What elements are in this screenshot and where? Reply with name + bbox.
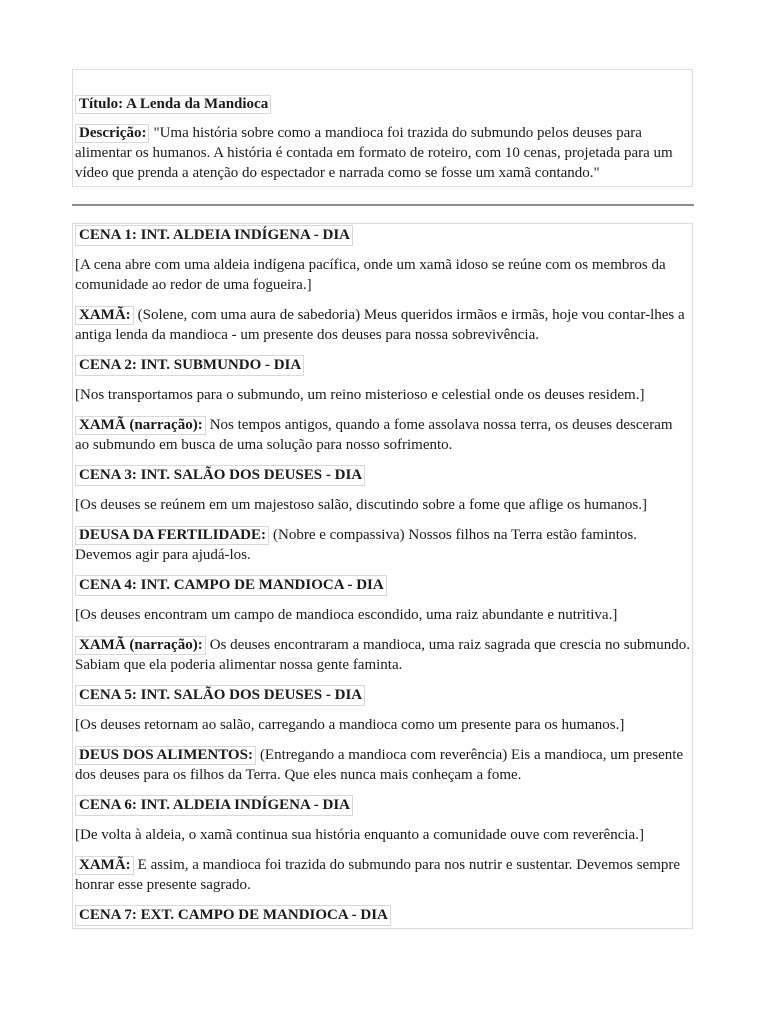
script-block xyxy=(72,223,693,929)
speaker-label: XAMÃ (narração): xyxy=(75,636,206,655)
dialogue xyxy=(75,855,690,895)
scene-action: [Os deuses retornam ao salão, carregando a mandioca como um presente para os humanos.] xyxy=(75,717,625,733)
scene-heading-row xyxy=(75,795,690,816)
scene-action: [De volta à aldeia, o xamã continua sua história enquanto a comunidade ouve com reverência.] xyxy=(75,827,644,843)
speaker-label: DEUS DOS ALIMENTOS: xyxy=(75,746,256,765)
scene-heading-row xyxy=(75,685,690,706)
speaker-label: DEUSA DA FERTILIDADE: xyxy=(75,526,269,545)
dialogue-line: (Entregando a mandioca com reverência) Eis a mandioca, um presente dos deuses para os filhos da Terra. Que eles nunca mais conheçam a fome. xyxy=(75,747,684,783)
description-paragraph xyxy=(75,123,690,183)
horizontal-divider xyxy=(72,204,694,206)
dialogue-line: Os deuses encontraram a mandioca, uma raiz sagrada que crescia no submundo. Sabiam que ela poderia alimentar nossa gente faminta. xyxy=(75,637,690,673)
document-title: Título: A Lenda da Mandioca xyxy=(75,95,271,114)
dialogue-line: E assim, a mandioca foi trazida do submundo para nos nutrir e sustentar. Devemos sempre honrar esse presente sagrado. xyxy=(75,857,681,893)
scene-heading: CENA 6: INT. ALDEIA INDÍGENA - DIA xyxy=(75,795,353,816)
scene-action: [Os deuses encontram um campo de mandioca escondido, uma raiz abundante e nutritiva.] xyxy=(75,607,618,623)
dialogue xyxy=(75,305,690,345)
dialogue xyxy=(75,745,690,785)
dialogue xyxy=(75,525,690,565)
scene-heading-row xyxy=(75,905,690,926)
scene-heading: CENA 7: EXT. CAMPO DE MANDIOCA - DIA xyxy=(75,905,391,926)
dialogue-line: (Solene, com uma aura de sabedoria) Meus queridos irmãos e irmãs, hoje vou contar-lhes a antiga lenda da mandioca - um presente dos deuses para nossa sobrevivência. xyxy=(75,307,685,343)
scene-heading-row xyxy=(75,575,690,596)
description-label: Descrição: xyxy=(75,124,149,143)
dialogue xyxy=(75,415,690,455)
scene-heading: CENA 5: INT. SALÃO DOS DEUSES - DIA xyxy=(75,685,365,706)
speaker-label: XAMÃ (narração): xyxy=(75,416,206,435)
scene-heading: CENA 3: INT. SALÃO DOS DEUSES - DIA xyxy=(75,465,365,486)
speaker-label: XAMÃ: xyxy=(75,306,134,325)
document-title-paragraph xyxy=(75,94,690,114)
scene-heading: CENA 2: INT. SUBMUNDO - DIA xyxy=(75,355,304,376)
dialogue-line: Nos tempos antigos, quando a fome assolava nossa terra, os deuses desceram ao submundo em busca de uma solução para nosso sofrimento. xyxy=(75,417,673,453)
dialogue xyxy=(75,635,690,675)
speaker-label: XAMÃ: xyxy=(75,856,134,875)
description-text: "Uma história sobre como a mandioca foi trazida do submundo pelos deuses para alimentar os humanos. A história é contada em formato de roteiro, com 10 cenas, projetada para um vídeo que prenda a atenção do espectador e narrada como se fosse um xamã contando." xyxy=(75,125,673,181)
scene-heading: CENA 4: INT. CAMPO DE MANDIOCA - DIA xyxy=(75,575,387,596)
scene-action: [Os deuses se reúnem em um majestoso salão, discutindo sobre a fome que aflige os humanos.] xyxy=(75,497,647,513)
scene-action: [Nos transportamos para o submundo, um reino misterioso e celestial onde os deuses residem.] xyxy=(75,387,645,403)
scene-heading-row xyxy=(75,355,690,376)
scene-heading: CENA 1: INT. ALDEIA INDÍGENA - DIA xyxy=(75,225,353,246)
scene-heading-row xyxy=(75,225,690,246)
scene-action: [A cena abre com uma aldeia indígena pacífica, onde um xamã idoso se reúne com os membros da comunidade ao redor de uma fogueira.] xyxy=(75,257,666,293)
header-block xyxy=(72,69,693,187)
dialogue-line: (Nobre e compassiva) Nossos filhos na Terra estão famintos. Devemos agir para ajudá-los. xyxy=(75,527,638,563)
scene-heading-row xyxy=(75,465,690,486)
